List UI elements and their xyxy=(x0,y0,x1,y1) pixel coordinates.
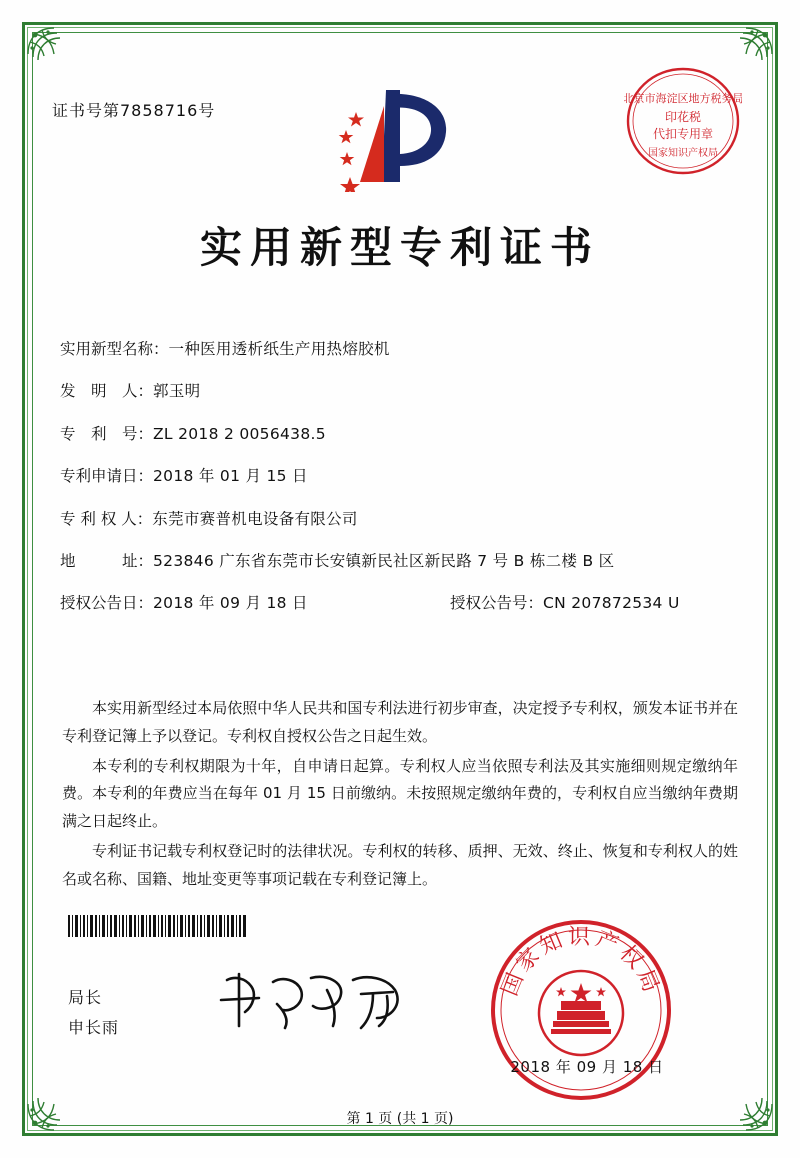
svg-text:北京市海淀区地方税务局: 北京市海淀区地方税务局 xyxy=(624,92,742,105)
announcement-date xyxy=(60,594,450,613)
cnipa-logo-icon xyxy=(320,82,470,192)
tax-stamp-icon xyxy=(624,62,742,180)
seal-date: 2018 年 09 月 18 日 xyxy=(510,1058,664,1076)
field-label: 专利申请日： xyxy=(60,467,154,486)
field-row-inventor xyxy=(60,382,740,401)
field-value: 一种医用透析纸生产用热熔胶机 xyxy=(168,340,390,358)
field-row-address xyxy=(60,552,740,571)
field-row-patentee xyxy=(60,510,740,529)
field-label: 授权公告号： xyxy=(450,594,544,613)
corner-ornament-icon xyxy=(24,24,90,90)
page-footer: 第 1 页 (共 1 页) xyxy=(346,1111,454,1127)
field-row-announcement xyxy=(60,594,740,613)
field-value: 郭玉明 xyxy=(153,382,201,401)
field-row-utility-model-name xyxy=(60,340,740,359)
field-value: ZL 2018 2 0056438.5 xyxy=(153,424,326,443)
field-row-patent-number xyxy=(60,425,740,444)
director-label: 局长 xyxy=(68,988,103,1007)
field-label: 授权公告日： xyxy=(60,594,154,613)
page-title: 实用新型专利证书 xyxy=(199,223,600,272)
legal-paragraph: 本专利的专利权期限为十年，自申请日起算。专利权人应当依照专利法及其实施细则规定缴纳年费。本专利的年费应当在每年 01 月 15 日前缴纳。未按照规定缴纳年费的，专利权自应当缴纳年费期满之日起终止。 xyxy=(62,756,738,830)
svg-text:代扣专用章: 代扣专用章 xyxy=(652,127,714,141)
field-value: 2018 年 01 月 15 日 xyxy=(153,467,308,486)
director-name: 申长雨 xyxy=(68,1018,120,1037)
legal-text xyxy=(62,695,738,895)
field-value: CN 207872534 U xyxy=(543,594,680,613)
field-label: 实用新型名称： xyxy=(60,340,169,358)
certificate-fields xyxy=(60,340,740,632)
certificate-number: 证书号第7858716号 xyxy=(52,101,216,120)
announcement-number xyxy=(450,594,740,613)
handwritten-signature-icon xyxy=(215,960,415,1040)
field-value: 东莞市赛普机电设备有限公司 xyxy=(152,509,358,528)
legal-paragraph: 本实用新型经过本局依照中华人民共和国专利法进行初步审查，决定授予专利权，颁发本证书并在专利登记簿上予以登记。专利权自授权公告之日起生效。 xyxy=(62,699,738,745)
barcode xyxy=(68,915,248,937)
field-label: 专 利 权 人： xyxy=(60,509,153,528)
svg-text:印花税: 印花税 xyxy=(664,110,702,124)
field-label: 发 明 人： xyxy=(60,382,154,401)
field-value: 2018 年 09 月 18 日 xyxy=(153,594,308,613)
svg-text:国家知识产权局: 国家知识产权局 xyxy=(497,924,665,1000)
legal-paragraph: 专利证书记载专利权登记时的法律状况。专利权的转移、质押、无效、终止、恢复和专利权人的姓名或名称、国籍、地址变更等事项记载在专利登记簿上。 xyxy=(62,841,738,888)
svg-text:国家知识产权局: 国家知识产权局 xyxy=(648,148,718,159)
field-label: 地 址： xyxy=(60,551,154,570)
field-value: 523846 广东省东莞市长安镇新民社区新民路 7 号 B 栋二楼 B 区 xyxy=(153,551,615,570)
field-label: 专 利 号： xyxy=(60,424,154,443)
field-row-application-date xyxy=(60,467,740,486)
